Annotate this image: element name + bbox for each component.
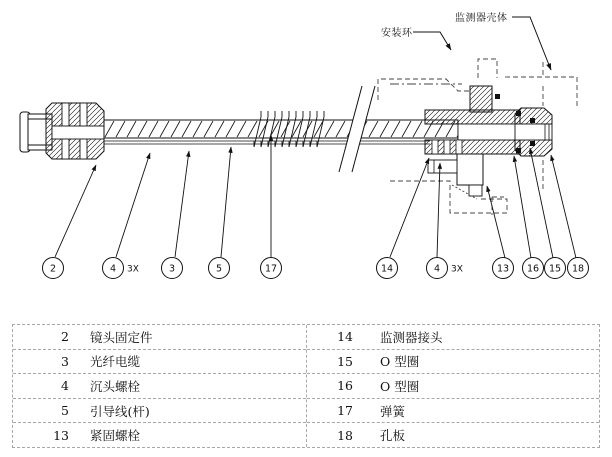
callout-2: 2 — [49, 263, 57, 275]
lens-mount-assembly — [20, 103, 104, 159]
part-name: 紧固螺栓 — [90, 428, 141, 444]
fiber-cable — [104, 120, 458, 144]
part-no: 4 — [61, 378, 69, 394]
part-name: 监测器接头 — [380, 329, 443, 345]
part-no: 14 — [337, 329, 353, 345]
table-row — [307, 350, 599, 375]
part-name: O 型圈 — [380, 354, 420, 370]
part-name: 镜头固定件 — [90, 329, 153, 345]
table-row — [307, 423, 599, 447]
parts-table — [12, 324, 600, 448]
callout-17: 17 — [264, 263, 278, 275]
part-no: 2 — [61, 329, 69, 345]
callout-3: 3 — [168, 263, 176, 275]
table-row — [13, 399, 306, 424]
table-row — [13, 325, 306, 350]
monitor-connector-assembly — [425, 86, 552, 196]
part-no: 5 — [61, 403, 69, 419]
part-no: 3 — [61, 353, 69, 369]
table-row — [307, 399, 599, 424]
monitor-housing-label: 监测器壳体 — [455, 13, 508, 24]
part-name: 光纤电缆 — [90, 354, 141, 370]
part-no: 18 — [337, 427, 353, 443]
callout-13: 13 — [496, 263, 510, 275]
part-name: 引导线(杆) — [90, 403, 150, 419]
table-row — [13, 374, 306, 399]
parts-table-right — [306, 325, 599, 447]
table-row — [307, 325, 599, 350]
callout-5: 5 — [215, 263, 223, 275]
callout-numbers — [50, 264, 584, 275]
callout-4-left-qty: 3X — [127, 264, 139, 275]
part-name: 沉头螺栓 — [90, 378, 141, 394]
callout-4-left: 4 — [109, 263, 117, 275]
table-row — [13, 350, 306, 375]
callout-4-right-qty: 3X — [451, 264, 463, 275]
parts-table-left — [13, 325, 306, 447]
callout-4-right: 4 — [433, 263, 441, 275]
drawing-labels — [381, 11, 551, 70]
part-name: 弹簧 — [380, 403, 406, 419]
part-no: 15 — [337, 353, 353, 369]
part-no: 16 — [337, 378, 353, 394]
table-row — [307, 374, 599, 399]
callout-16: 16 — [526, 263, 540, 275]
table-row — [13, 423, 306, 447]
callout-15: 15 — [548, 263, 562, 275]
callout-14: 14 — [380, 263, 394, 275]
mounting-ring-label: 安装环 — [381, 28, 413, 39]
part-no: 17 — [337, 403, 353, 419]
part-no: 13 — [53, 427, 69, 443]
callout-18: 18 — [571, 263, 585, 275]
part-name: 孔板 — [380, 428, 406, 444]
part-name: O 型圈 — [380, 378, 420, 394]
